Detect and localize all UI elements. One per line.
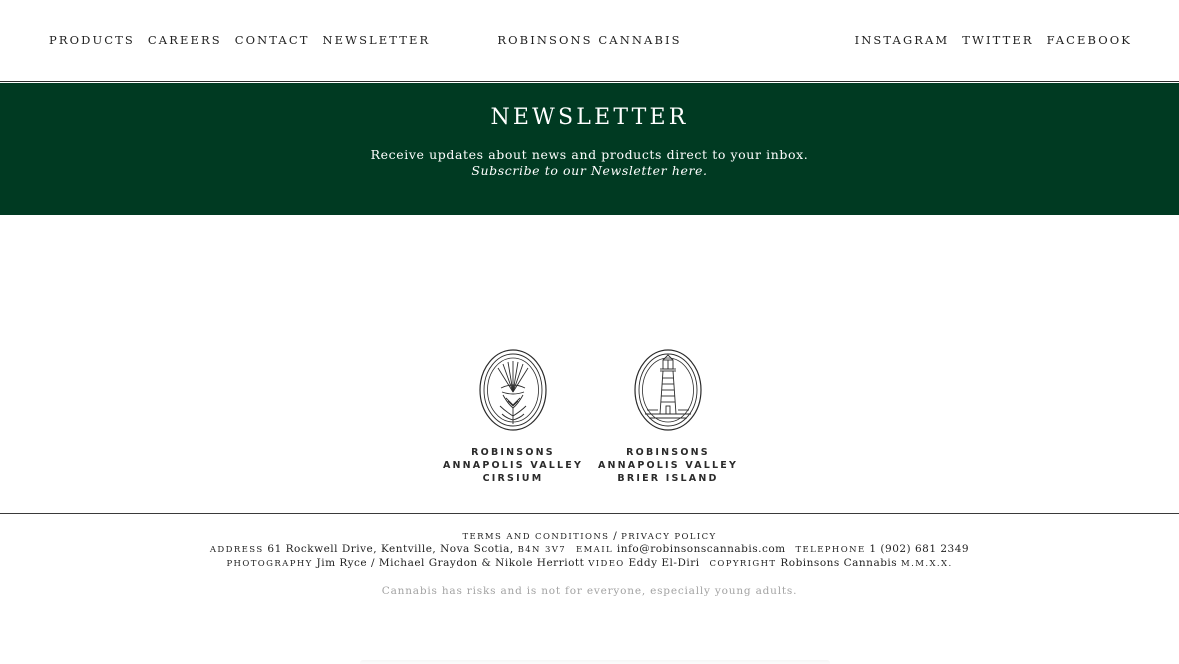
copyright-holder: Robinsons Cannabis bbox=[780, 557, 898, 569]
video-label: VIDEO bbox=[588, 559, 625, 569]
telephone-value[interactable]: 1 (902) 681 2349 bbox=[869, 543, 970, 555]
email-link[interactable]: info@robinsonscannabis.com bbox=[616, 543, 786, 555]
legal-separator: / bbox=[613, 530, 618, 542]
postal-code: B4N 3V7 bbox=[517, 545, 567, 555]
brier-island-logo[interactable] bbox=[593, 348, 743, 485]
privacy-link[interactable]: PRIVACY POLICY bbox=[621, 532, 717, 542]
newsletter-subscribe-link[interactable]: Subscribe to our Newsletter here. bbox=[471, 163, 708, 178]
brand-name[interactable]: ROBINSONS CANNABIS bbox=[497, 33, 682, 47]
telephone-label: TELEPHONE bbox=[795, 545, 866, 555]
cirsium-logo[interactable] bbox=[438, 348, 588, 485]
logo-line: ANNAPOLIS VALLEY bbox=[442, 460, 584, 471]
copyright-label: COPYRIGHT bbox=[709, 559, 777, 569]
photography-credit: Jim Ryce / Michael Graydon & Nikole Herriott bbox=[316, 557, 585, 569]
photography-label: PHOTOGRAPHY bbox=[226, 559, 313, 569]
bottom-edge-shadow bbox=[360, 660, 830, 664]
brier-island-logo-text bbox=[593, 446, 743, 485]
video-credit: Eddy El-Diri bbox=[628, 557, 700, 569]
site-header bbox=[0, 0, 1179, 82]
legal-links bbox=[0, 530, 1179, 542]
logo-line: ANNAPOLIS VALLEY bbox=[597, 460, 739, 471]
nav-newsletter-link[interactable]: NEWSLETTER bbox=[322, 33, 431, 47]
instagram-link[interactable]: INSTAGRAM bbox=[854, 33, 950, 47]
thistle-seal-icon bbox=[478, 348, 548, 432]
nav-careers-link[interactable]: CAREERS bbox=[147, 33, 222, 47]
copyright-year: M.M.X.X. bbox=[901, 559, 953, 569]
newsletter-description: Receive updates about news and products direct to your inbox. bbox=[370, 147, 809, 162]
contact-info bbox=[0, 543, 1179, 555]
credits bbox=[0, 557, 1179, 569]
logo-line: ROBINSONS bbox=[471, 447, 555, 458]
facebook-link[interactable]: FACEBOOK bbox=[1046, 33, 1132, 47]
logo-line: CIRSIUM bbox=[482, 473, 544, 484]
logo-line: BRIER ISLAND bbox=[617, 473, 719, 484]
social-nav bbox=[855, 33, 1132, 47]
address-label: ADDRESS bbox=[209, 545, 264, 555]
newsletter-section bbox=[0, 83, 1179, 215]
twitter-link[interactable]: TWITTER bbox=[962, 33, 1034, 47]
health-disclaimer: Cannabis has risks and is not for everyone, especially young adults. bbox=[381, 585, 798, 597]
email-label: EMAIL bbox=[575, 545, 614, 555]
newsletter-title: NEWSLETTER bbox=[490, 105, 689, 130]
lighthouse-seal-icon bbox=[633, 348, 703, 432]
site-footer bbox=[0, 513, 1179, 664]
address-value: 61 Rockwell Drive, Kentville, Nova Scotia, bbox=[267, 543, 514, 555]
cirsium-logo-text bbox=[438, 446, 588, 485]
nav-contact-link[interactable]: CONTACT bbox=[234, 33, 310, 47]
terms-link[interactable]: TERMS AND CONDITIONS bbox=[462, 532, 610, 542]
logo-line: ROBINSONS bbox=[626, 447, 710, 458]
nav-products-link[interactable]: PRODUCTS bbox=[49, 33, 135, 47]
